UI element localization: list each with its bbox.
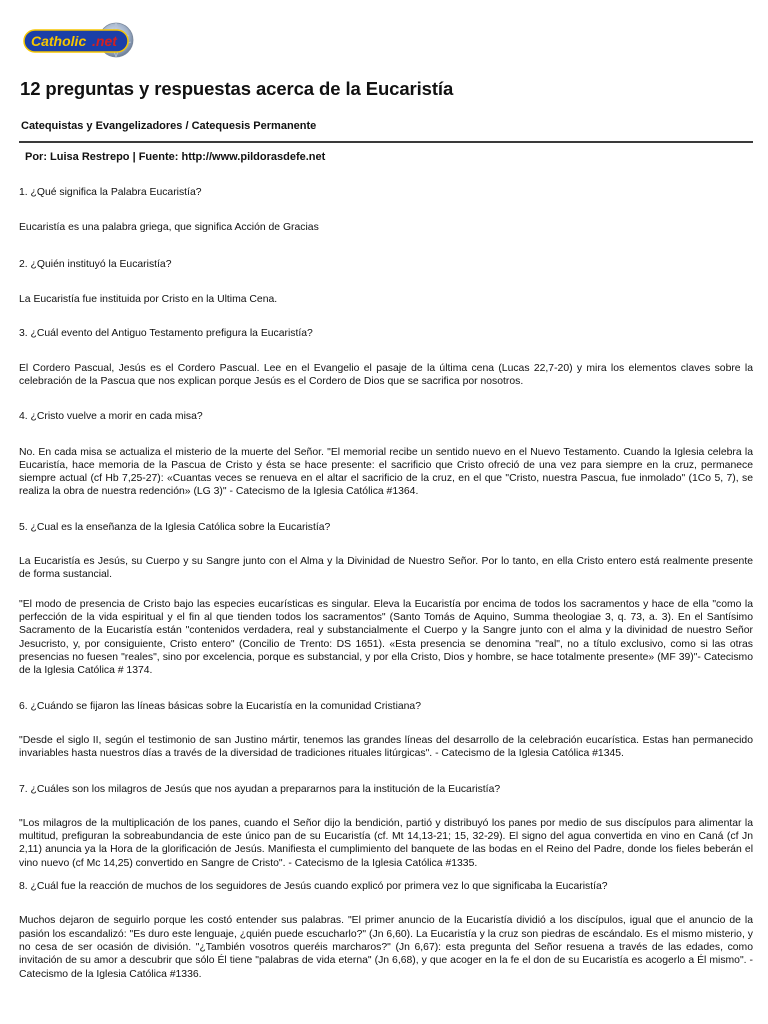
answer-paragraph: La Eucaristía fue instituida por Cristo en la Ultima Cena. — [19, 293, 278, 305]
answer-paragraph: La Eucaristía es Jesús, su Cuerpo y su Sangre junto con el Alma y la Divinidad de Nuestro Señor. Por lo tanto, en ella Cristo entero está realmente presente de forma sustancial. — [19, 556, 753, 581]
answer-paragraph: El Cordero Pascual, Jesús es el Cordero Pascual. Lee en el Evangelio el pasaje de la última cena (Lucas 22,7-20) y mira los elementos claves sobre la celebración de la Pascua que nos explican porque Jesús es el Cordero de Dios que se sacrifica por nosotros. — [19, 362, 753, 387]
divider — [19, 141, 753, 143]
question-heading: 6. ¿Cuándo se fijaron las líneas básicas sobre la Eucaristía en la comunidad Cristiana? — [19, 700, 421, 712]
page-title: 12 preguntas y respuestas acerca de la Eucaristía — [20, 78, 454, 99]
answer-paragraph: "Desde el siglo II, según el testimonio de san Justino mártir, tenemos las grandes líneas del desarrollo de la celebración eucarística. Estas han permanecido invariables hasta nuestros días a través de la diversidad de tradiciones rituales litúrgicas". - Catecismo de la Iglesia Católica #1345. — [19, 734, 753, 760]
breadcrumb: Catequistas y Evangelizadores / Catequesis Permanente — [21, 120, 317, 132]
answer-paragraph: "El modo de presencia de Cristo bajo las especies eucarísticas es singular. Eleva la Eucaristía por encima de todos los sacramentos y hace de ella "como la perfección de la vida espiritual y el fin al que tienden todos los sacramentos" (Santo Tomás de Aquino, Summa theologiae 3, q. 73, a. 3). En el Santísimo Sacramento de la Eucaristía están "contenidos verdadera, real y substancialmente el Cuerpo y la Sangre junto con el alma y la divinidad de nuestro Señor Jesucristo, y, por consiguiente, Cristo entero" (Concilio de Trento: DS 1651). «Esta presencia se denomina "real", no a título exclusivo, como si las otras presencias no fuesen "reales", sino por excelencia, porque es substancial, y por ella Cristo, Dios y hombre, se hace totalmente presente» (MF 39)"- Catecismo de la Iglesia Católica # 1374. — [19, 598, 753, 677]
svg-text:Catholic: Catholic — [31, 33, 87, 49]
question-heading: 4. ¿Cristo vuelve a morir en cada misa? — [19, 411, 203, 423]
answer-paragraph: Eucaristía es una palabra griega, que significa Acción de Gracias — [19, 222, 319, 234]
answer-paragraph: "Los milagros de la multiplicación de los panes, cuando el Señor dijo la bendición, partió y distribuyó los panes por medio de sus discípulos para alimentar la multitud, prefiguran la sobreabundancia de este único pan de su Eucaristía (cf. Mt 14,13-21; 15, 32-29). El signo del agua convertida en vino en Caná (cf Jn 2,11) anuncia ya la Hora de la glorificación de Jesús. Manifiesta el cumplimiento del banquete de las bodas en el Reino del Padre, donde los fieles beberán el vino nuevo (cf Mc 14,25) convertido en Sangre de Cristo". - Catecismo de la Iglesia Católica #1335. — [19, 817, 753, 869]
question-heading: 2. ¿Quién instituyó la Eucaristía? — [19, 258, 172, 270]
article-body — [19, 186, 753, 981]
byline: Por: Luisa Restrepo | Fuente: http://www.pildorasdefe.net — [25, 151, 326, 163]
catholic-net-logo-graphic — [23, 22, 139, 62]
question-heading: 3. ¿Cuál evento del Antiguo Testamento prefigura la Eucaristía? — [19, 328, 313, 340]
catholic-net-logo[interactable] — [23, 22, 139, 62]
svg-text:.net: .net — [92, 33, 117, 49]
answer-paragraph: Muchos dejaron de seguirlo porque les costó entender sus palabras. "El primer anuncio de la Eucaristía dividió a los discípulos, igual que el anuncio de la pasión los escandalizó: "Es duro este lenguaje, ¿quién puede escucharlo?" (Jn 6,60). La Eucaristía y la cruz son piedras de escándalo. Es el mismo misterio, y no cesa de ser ocasión de división. "¿También vosotros queréis marcharos?" (Jn 6,67): esta pregunta del Señor resuena a través de las edades, como invitación de su amor a descubrir que sólo Él tiene "palabras de vida eterna" (Jn 6,68), y que acoger en la fe el don de su Eucaristía es acogerlo a Él mismo". - Catecismo de la Iglesia Católica #1336. — [19, 915, 753, 980]
question-heading: 8. ¿Cuál fue la reacción de muchos de los seguidores de Jesús cuando explicó por primera vez lo que significaba la Eucaristía? — [19, 881, 608, 893]
question-heading: 7. ¿Cuáles son los milagros de Jesús que nos ayudan a prepararnos para la institución de la Eucaristía? — [19, 783, 501, 795]
question-heading: 1. ¿Qué significa la Palabra Eucaristía? — [19, 187, 202, 198]
answer-paragraph: No. En cada misa se actualiza el misterio de la muerte del Señor. "El memorial recibe un sentido nuevo en el Nuevo Testamento. Cuando la Iglesia celebra la Eucaristía, hace memoria de la Pascua de Cristo y ésta se hace presente: el sacrificio que Cristo ofreció de una vez para siempre en la cruz, permanece siempre actual (cf Hb 7,25-27): «Cuantas veces se renueva en el altar el sacrificio de la cruz, en el que "Cristo, nuestra Pascua, fue inmolado" (1Co 5, 7), se realiza la obra de nuestra redención» (LG 3)" - Catecismo de la Iglesia Católica #1364. — [19, 446, 753, 498]
question-heading: 5. ¿Cual es la enseñanza de la Iglesia Católica sobre la Eucaristía? — [19, 521, 331, 533]
